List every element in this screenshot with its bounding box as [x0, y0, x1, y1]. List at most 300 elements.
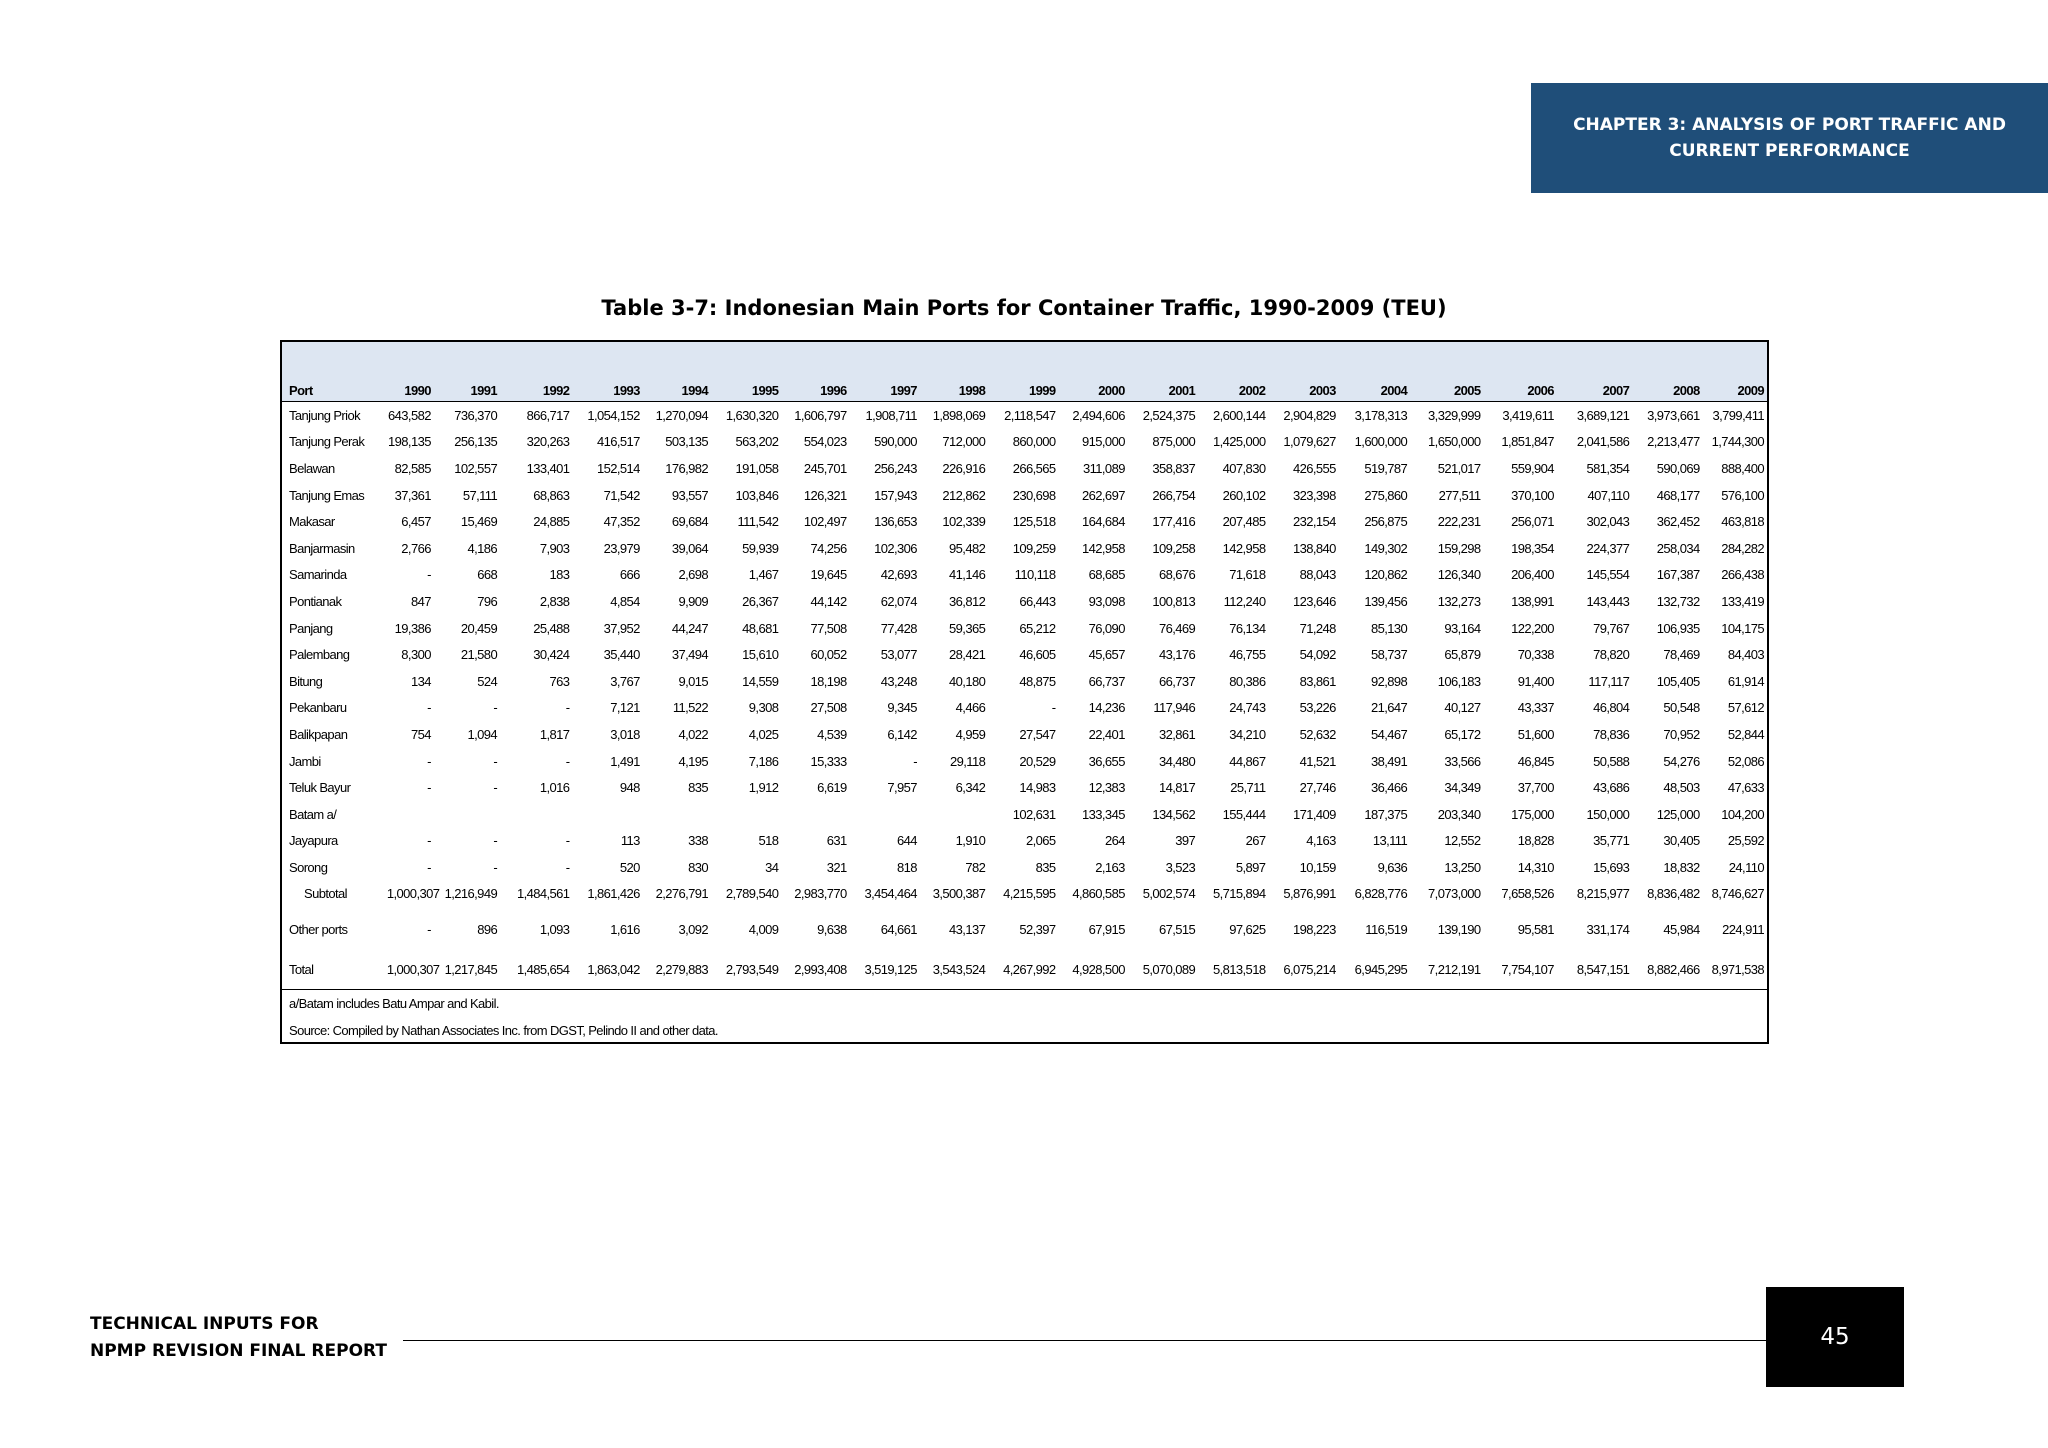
table-cell: 68,676 [1158, 567, 1196, 583]
table-cell: 712,000 [942, 434, 986, 450]
table-cell: 847 [410, 593, 431, 609]
table-cell: 9,345 [887, 700, 917, 716]
table-cell: 266,438 [1721, 567, 1764, 583]
table-cell: 1,000,307 [386, 886, 440, 902]
table-cell: 52,086 [1727, 753, 1764, 769]
table-cell: 133,419 [1721, 593, 1764, 609]
table-cell: 262,697 [1082, 487, 1125, 503]
table-cell: 46,755 [1229, 647, 1266, 663]
table-cell: 50,548 [1663, 700, 1700, 716]
table-cell: 45,984 [1663, 921, 1700, 937]
column-header-year: 2004 [1380, 383, 1408, 398]
table-cell: 835 [688, 780, 709, 796]
table-row [282, 828, 1767, 855]
table-cell: 95,482 [949, 540, 986, 556]
table-cell: 948 [619, 780, 640, 796]
table-cell: 139,456 [1364, 593, 1408, 609]
port-name-cell: Makasar [289, 514, 335, 530]
table-cell: 30,405 [1663, 833, 1700, 849]
port-name-cell: Panjang [289, 620, 333, 636]
table-cell: 104,175 [1721, 620, 1764, 636]
table-cell: 116,519 [1365, 921, 1408, 937]
table-cell: 5,897 [1235, 859, 1266, 875]
table-row [282, 721, 1767, 748]
table-cell: 590,000 [874, 434, 917, 450]
table-cell: 668 [477, 567, 498, 583]
table-cell: 43,337 [1517, 700, 1554, 716]
table-cell: 77,428 [880, 620, 917, 636]
column-header-year: 2008 [1673, 383, 1700, 398]
table-cell: 43,686 [1593, 780, 1630, 796]
table-cell: 22,401 [1088, 726, 1125, 742]
table-row [282, 641, 1767, 668]
page-number: 45 [1766, 1287, 1904, 1387]
table-cell: 503,135 [665, 434, 709, 450]
chapter-banner [1531, 83, 2048, 193]
report-title-line-1: TECHNICAL INPUTS FOR [90, 1314, 319, 1334]
table-cell: - [427, 921, 431, 937]
table-cell: 1,467 [748, 567, 779, 583]
table-cell: 66,443 [1019, 593, 1056, 609]
table-cell: 125,518 [1012, 514, 1056, 530]
table-cell: 82,585 [394, 460, 431, 476]
port-name-cell: Other ports [289, 921, 348, 937]
table-cell: 88,043 [1299, 567, 1336, 583]
table-cell: 576,100 [1721, 487, 1764, 503]
table-cell: 95,581 [1517, 921, 1554, 937]
table-cell: 5,813,518 [1213, 961, 1266, 977]
table-cell: 563,202 [735, 434, 779, 450]
table-cell: 54,092 [1299, 647, 1336, 663]
table-cell: 206,400 [1511, 567, 1554, 583]
column-header-year: 1998 [958, 383, 986, 398]
table-cell: 835 [1035, 859, 1056, 875]
table-row [282, 535, 1767, 562]
table-cell: 3,543,524 [932, 961, 986, 977]
table-cell: 46,804 [1593, 700, 1630, 716]
table-cell: 8,746,627 [1711, 886, 1764, 902]
table-cell: 1,054,152 [587, 407, 640, 423]
port-name-cell: Palembang [289, 647, 350, 663]
table-cell: 860,000 [1012, 434, 1056, 450]
table-cell: 66,737 [1158, 673, 1196, 689]
table-cell: 370,100 [1511, 487, 1554, 503]
table-cell: 85,130 [1370, 620, 1408, 636]
table-cell: 521,017 [1437, 460, 1481, 476]
table-cell: 48,681 [742, 620, 779, 636]
table-cell: 93,164 [1444, 620, 1481, 636]
table-cell: 37,494 [671, 647, 709, 663]
table-cell: - [427, 833, 431, 849]
table-cell: 6,828,776 [1354, 886, 1408, 902]
table-cell: 71,618 [1229, 567, 1266, 583]
table-cell: 1,600,000 [1354, 434, 1408, 450]
table-cell: 93,557 [671, 487, 709, 503]
table-cell: 323,398 [1292, 487, 1336, 503]
port-name-cell: Tanjung Perak [289, 434, 365, 450]
table-cell: 4,186 [467, 540, 498, 556]
table-cell: 7,121 [610, 700, 640, 716]
table-cell: 58,737 [1370, 647, 1408, 663]
table-cell: 28,421 [949, 647, 986, 663]
table-cell: 8,215,977 [1576, 886, 1630, 902]
table-cell: 113 [620, 833, 640, 849]
table-cell: 32,861 [1158, 726, 1196, 742]
table-cell: 644 [897, 833, 917, 849]
table-cell: 53,226 [1299, 700, 1336, 716]
table-cell: 68,685 [1088, 567, 1125, 583]
table-notes [282, 989, 1767, 1044]
table-row [282, 615, 1767, 642]
table-cell: 159,298 [1437, 540, 1481, 556]
table-cell: 1,912 [748, 780, 779, 796]
table-cell: 30,424 [533, 647, 570, 663]
table-cell: - [493, 700, 498, 716]
table-cell: 91,400 [1517, 673, 1554, 689]
table-cell: 67,915 [1088, 921, 1125, 937]
table-cell: 33,566 [1444, 753, 1481, 769]
table-cell: 52,397 [1019, 921, 1056, 937]
table-cell: 183 [549, 567, 570, 583]
table-row [282, 774, 1767, 801]
table-cell: 1,491 [610, 753, 640, 769]
table-cell: 19,645 [810, 567, 847, 583]
table-cell: 1,079,627 [1283, 434, 1336, 450]
table-cell: 126,321 [803, 487, 847, 503]
column-header-year: 2009 [1737, 383, 1764, 398]
table-cell: 796 [477, 593, 498, 609]
port-name-cell: Balikpapan [289, 726, 348, 742]
table-cell: 222,231 [1437, 514, 1481, 530]
table-cell: 79,767 [1593, 620, 1630, 636]
table-cell: 224,377 [1586, 540, 1630, 556]
table-cell: 78,820 [1593, 647, 1630, 663]
table-cell: 62,074 [880, 593, 917, 609]
table-cell: - [565, 859, 570, 875]
table-cell: 7,186 [748, 753, 779, 769]
table-cell: 36,655 [1088, 753, 1125, 769]
table-cell: 171,409 [1292, 806, 1336, 822]
table-cell: 888,400 [1721, 460, 1764, 476]
port-name-cell: Banjarmasin [289, 540, 355, 556]
table-cell: 15,333 [810, 753, 847, 769]
table-cell: 519,787 [1364, 460, 1408, 476]
column-header-year: 2005 [1453, 383, 1481, 398]
table-cell: 46,605 [1019, 647, 1056, 663]
table-cell: 47,633 [1727, 780, 1764, 796]
table-cell: - [493, 753, 498, 769]
table-cell: 5,002,574 [1142, 886, 1196, 902]
table-cell: 2,494,606 [1072, 407, 1125, 423]
table-cell: 2,163 [1095, 859, 1125, 875]
table-cell: 1,000,307 [386, 961, 440, 977]
table-cell: 40,180 [949, 673, 986, 689]
table-cell: 71,248 [1299, 620, 1336, 636]
table-cell: 1,093 [539, 921, 570, 937]
table-cell: 65,879 [1444, 647, 1481, 663]
table-cell: 18,198 [810, 673, 847, 689]
table-cell: 915,000 [1082, 434, 1125, 450]
table-cell: 9,015 [678, 673, 709, 689]
port-name-cell: Teluk Bayur [289, 780, 351, 796]
table-cell: 27,746 [1299, 780, 1336, 796]
table-cell: 41,521 [1299, 753, 1336, 769]
table-cell: 74,256 [810, 540, 847, 556]
table-cell: 20,459 [460, 620, 498, 636]
table-cell: 256,875 [1364, 514, 1408, 530]
table-cell: 2,276,791 [655, 886, 709, 902]
table-cell: 554,023 [803, 434, 847, 450]
table-cell: 83,861 [1299, 673, 1336, 689]
table-cell: 191,058 [735, 460, 779, 476]
table-cell: 57,111 [462, 487, 498, 503]
table-cell: 520 [619, 859, 640, 875]
table-cell: 362,452 [1656, 514, 1700, 530]
table-cell: 142,958 [1082, 540, 1125, 556]
table-cell: 7,658,526 [1501, 886, 1554, 902]
table-row [282, 854, 1767, 881]
table-cell: 138,991 [1511, 593, 1554, 609]
table-cell: 117,946 [1153, 700, 1196, 716]
table-cell: 125,000 [1656, 806, 1700, 822]
table-cell: 123,646 [1292, 593, 1336, 609]
table-cell: 4,163 [1306, 833, 1336, 849]
table-cell: 407,110 [1587, 487, 1630, 503]
table-cell: 207,485 [1222, 514, 1266, 530]
port-name-cell: Pekanbaru [289, 700, 347, 716]
table-cell: 463,818 [1721, 514, 1764, 530]
table-cell: 52,844 [1727, 726, 1764, 742]
table-cell: 3,178,313 [1354, 407, 1408, 423]
table-cell: 258,034 [1656, 540, 1700, 556]
table-cell: 177,416 [1152, 514, 1196, 530]
table-cell: 302,043 [1586, 514, 1630, 530]
port-name-cell: Subtotal [304, 886, 347, 902]
table-row [282, 562, 1767, 589]
table-cell: - [565, 833, 570, 849]
table-cell: 3,767 [610, 673, 640, 689]
table-cell: 27,547 [1019, 726, 1056, 742]
chapter-title-line-2: CURRENT PERFORMANCE [1669, 141, 1910, 161]
table-cell: 518 [758, 833, 779, 849]
table-cell: 164,684 [1082, 514, 1125, 530]
table-cell: 14,236 [1088, 700, 1125, 716]
table-cell: 44,247 [671, 620, 709, 636]
table-cell: 109,259 [1012, 540, 1056, 556]
table-cell: 416,517 [596, 434, 640, 450]
column-header-year: 1997 [890, 383, 917, 398]
table-cell: 47,352 [603, 514, 640, 530]
table-cell: 1,425,000 [1213, 434, 1266, 450]
table-cell: 2,904,829 [1283, 407, 1336, 423]
port-name-cell: Total [289, 961, 314, 977]
table-cell: 48,875 [1019, 673, 1056, 689]
table-cell: 187,375 [1364, 806, 1408, 822]
table-cell: 3,419,611 [1502, 407, 1554, 423]
table-cell: 52,632 [1299, 726, 1336, 742]
table-cell: 43,248 [880, 673, 917, 689]
table-cell: 111,542 [737, 514, 779, 530]
table-cell [920, 801, 988, 828]
table-cell: 212,862 [942, 487, 986, 503]
table-cell: 754 [410, 726, 431, 742]
table-cell: 102,306 [874, 540, 917, 556]
port-name-cell: Batam a/ [289, 806, 337, 822]
table-cell: 818 [897, 859, 917, 875]
table-cell [434, 801, 500, 828]
table-cell: 59,365 [949, 620, 986, 636]
table-cell: 8,300 [401, 647, 431, 663]
table-cell: - [493, 780, 498, 796]
table-cell: 44,867 [1229, 753, 1266, 769]
table-cell: 2,993,408 [794, 961, 847, 977]
column-header-year: 1993 [613, 383, 640, 398]
table-cell: 9,638 [817, 921, 847, 937]
table-cell: 311,089 [1083, 460, 1125, 476]
table-cell [781, 801, 849, 828]
table-cell: 590,069 [1656, 460, 1700, 476]
table-cell: 167,387 [1656, 567, 1700, 583]
column-header-year: 2000 [1098, 383, 1125, 398]
table-cell: 524 [477, 673, 498, 689]
table-cell: 6,342 [955, 780, 986, 796]
port-name-cell: Sorong [289, 859, 328, 875]
table-cell: 12,383 [1088, 780, 1125, 796]
table-cell: 5,715,894 [1213, 886, 1266, 902]
table-cell: 1,216,949 [444, 886, 498, 902]
table-cell: 53,077 [880, 647, 917, 663]
table-cell: 1,270,094 [655, 407, 709, 423]
table-cell: 198,223 [1292, 921, 1336, 937]
table-cell: 198,354 [1511, 540, 1554, 556]
column-header-year: 2007 [1602, 383, 1630, 398]
table-cell: 559,904 [1511, 460, 1554, 476]
table-cell: 1,910 [955, 833, 986, 849]
table-cell: 37,700 [1517, 780, 1554, 796]
table-cell: 5,876,991 [1283, 886, 1336, 902]
table-cell: 67,515 [1158, 921, 1196, 937]
table-cell: 126,340 [1437, 567, 1481, 583]
table-cell: 157,943 [874, 487, 917, 503]
table-cell: 2,041,586 [1576, 434, 1630, 450]
table-cell: 42,693 [880, 567, 917, 583]
table-cell: 230,698 [1012, 487, 1056, 503]
table-row [282, 668, 1767, 695]
table-cell: 145,554 [1586, 567, 1630, 583]
port-name-cell: Jambi [289, 753, 321, 769]
column-header-year: 1992 [542, 383, 570, 398]
table-cell: 224,911 [1722, 921, 1764, 937]
data-table [282, 372, 1767, 987]
table-cell: 68,863 [533, 487, 570, 503]
table-cell: 631 [826, 833, 847, 849]
table-cell: 2,065 [1025, 833, 1056, 849]
table-cell: 27,508 [810, 700, 847, 716]
table-cell: 9,636 [1377, 859, 1408, 875]
column-header-year: 2002 [1238, 383, 1266, 398]
table-cell: 643,582 [388, 407, 431, 423]
table-cell: 736,370 [454, 407, 498, 423]
other-ports-row [282, 907, 1767, 951]
table-cell: 21,580 [460, 647, 498, 663]
table-cell: 1,016 [539, 780, 570, 796]
port-name-cell: Jayapura [289, 833, 338, 849]
table-cell: 4,928,500 [1072, 961, 1125, 977]
table-cell: 102,557 [454, 460, 498, 476]
table-cell: 46,845 [1517, 753, 1554, 769]
table-cell: - [1051, 700, 1056, 716]
table-row [282, 801, 1767, 828]
table-cell: 2,698 [678, 567, 709, 583]
table-cell: 92,898 [1370, 673, 1408, 689]
table-cell: 6,945,295 [1354, 961, 1408, 977]
table-cell: 896 [477, 921, 498, 937]
table-cell: 2,983,770 [794, 886, 847, 902]
table-cell: - [427, 780, 431, 796]
subtotal-row [282, 881, 1767, 908]
table-cell: 331,174 [1586, 921, 1630, 937]
table-cell: 6,142 [887, 726, 917, 742]
table-cell: 2,793,549 [725, 961, 779, 977]
table-cell: 132,273 [1437, 593, 1481, 609]
table-cell: 139,190 [1437, 921, 1481, 937]
table-cell: 35,771 [1593, 833, 1630, 849]
table-cell: 7,754,107 [1501, 961, 1554, 977]
column-header-year: 1994 [681, 383, 709, 398]
table-cell: 4,022 [678, 726, 709, 742]
table-cell: 1,094 [467, 726, 498, 742]
table-cell: - [427, 567, 431, 583]
table-cell: 61,914 [1727, 673, 1764, 689]
table-cell: 110,118 [1014, 567, 1056, 583]
port-name-cell: Belawan [289, 460, 335, 476]
table-cell: 24,743 [1229, 700, 1266, 716]
table-cell: 25,592 [1727, 833, 1764, 849]
table-cell: 1,484,561 [517, 886, 570, 902]
table-cell: 4,860,585 [1072, 886, 1125, 902]
table-cell: 1,650,000 [1428, 434, 1481, 450]
table-cell: 150,000 [1586, 806, 1630, 822]
table-cell: 266,565 [1012, 460, 1056, 476]
table-cell: 1,630,320 [725, 407, 779, 423]
table-cell: 4,959 [955, 726, 986, 742]
table-cell: 38,491 [1370, 753, 1408, 769]
table-cell: 9,909 [678, 593, 709, 609]
column-header-port: Port [289, 383, 313, 398]
table-cell: 3,092 [678, 921, 709, 937]
column-header-year: 1995 [751, 383, 779, 398]
table-cell: 93,098 [1088, 593, 1125, 609]
table-cell: 76,134 [1229, 620, 1266, 636]
table-cell: 13,111 [1372, 833, 1408, 849]
table-cell: 666 [619, 567, 640, 583]
table-row [282, 429, 1767, 456]
table-cell: 112,240 [1223, 593, 1266, 609]
table-cell: 45,657 [1088, 647, 1125, 663]
table-cell: 39,064 [671, 540, 709, 556]
table-cell: 102,631 [1012, 806, 1056, 822]
table-cell: 40,127 [1444, 700, 1481, 716]
table-cell: 397 [1175, 833, 1196, 849]
table-cell: 25,711 [1230, 780, 1266, 796]
table-cell: 117,117 [1588, 673, 1630, 689]
table-cell: 7,073,000 [1428, 886, 1481, 902]
table-cell: 84,403 [1727, 647, 1764, 663]
table-cell: 320,263 [526, 434, 570, 450]
table-cell: 34,349 [1444, 780, 1481, 796]
table-cell: - [565, 753, 570, 769]
table-cell: 76,090 [1088, 620, 1125, 636]
